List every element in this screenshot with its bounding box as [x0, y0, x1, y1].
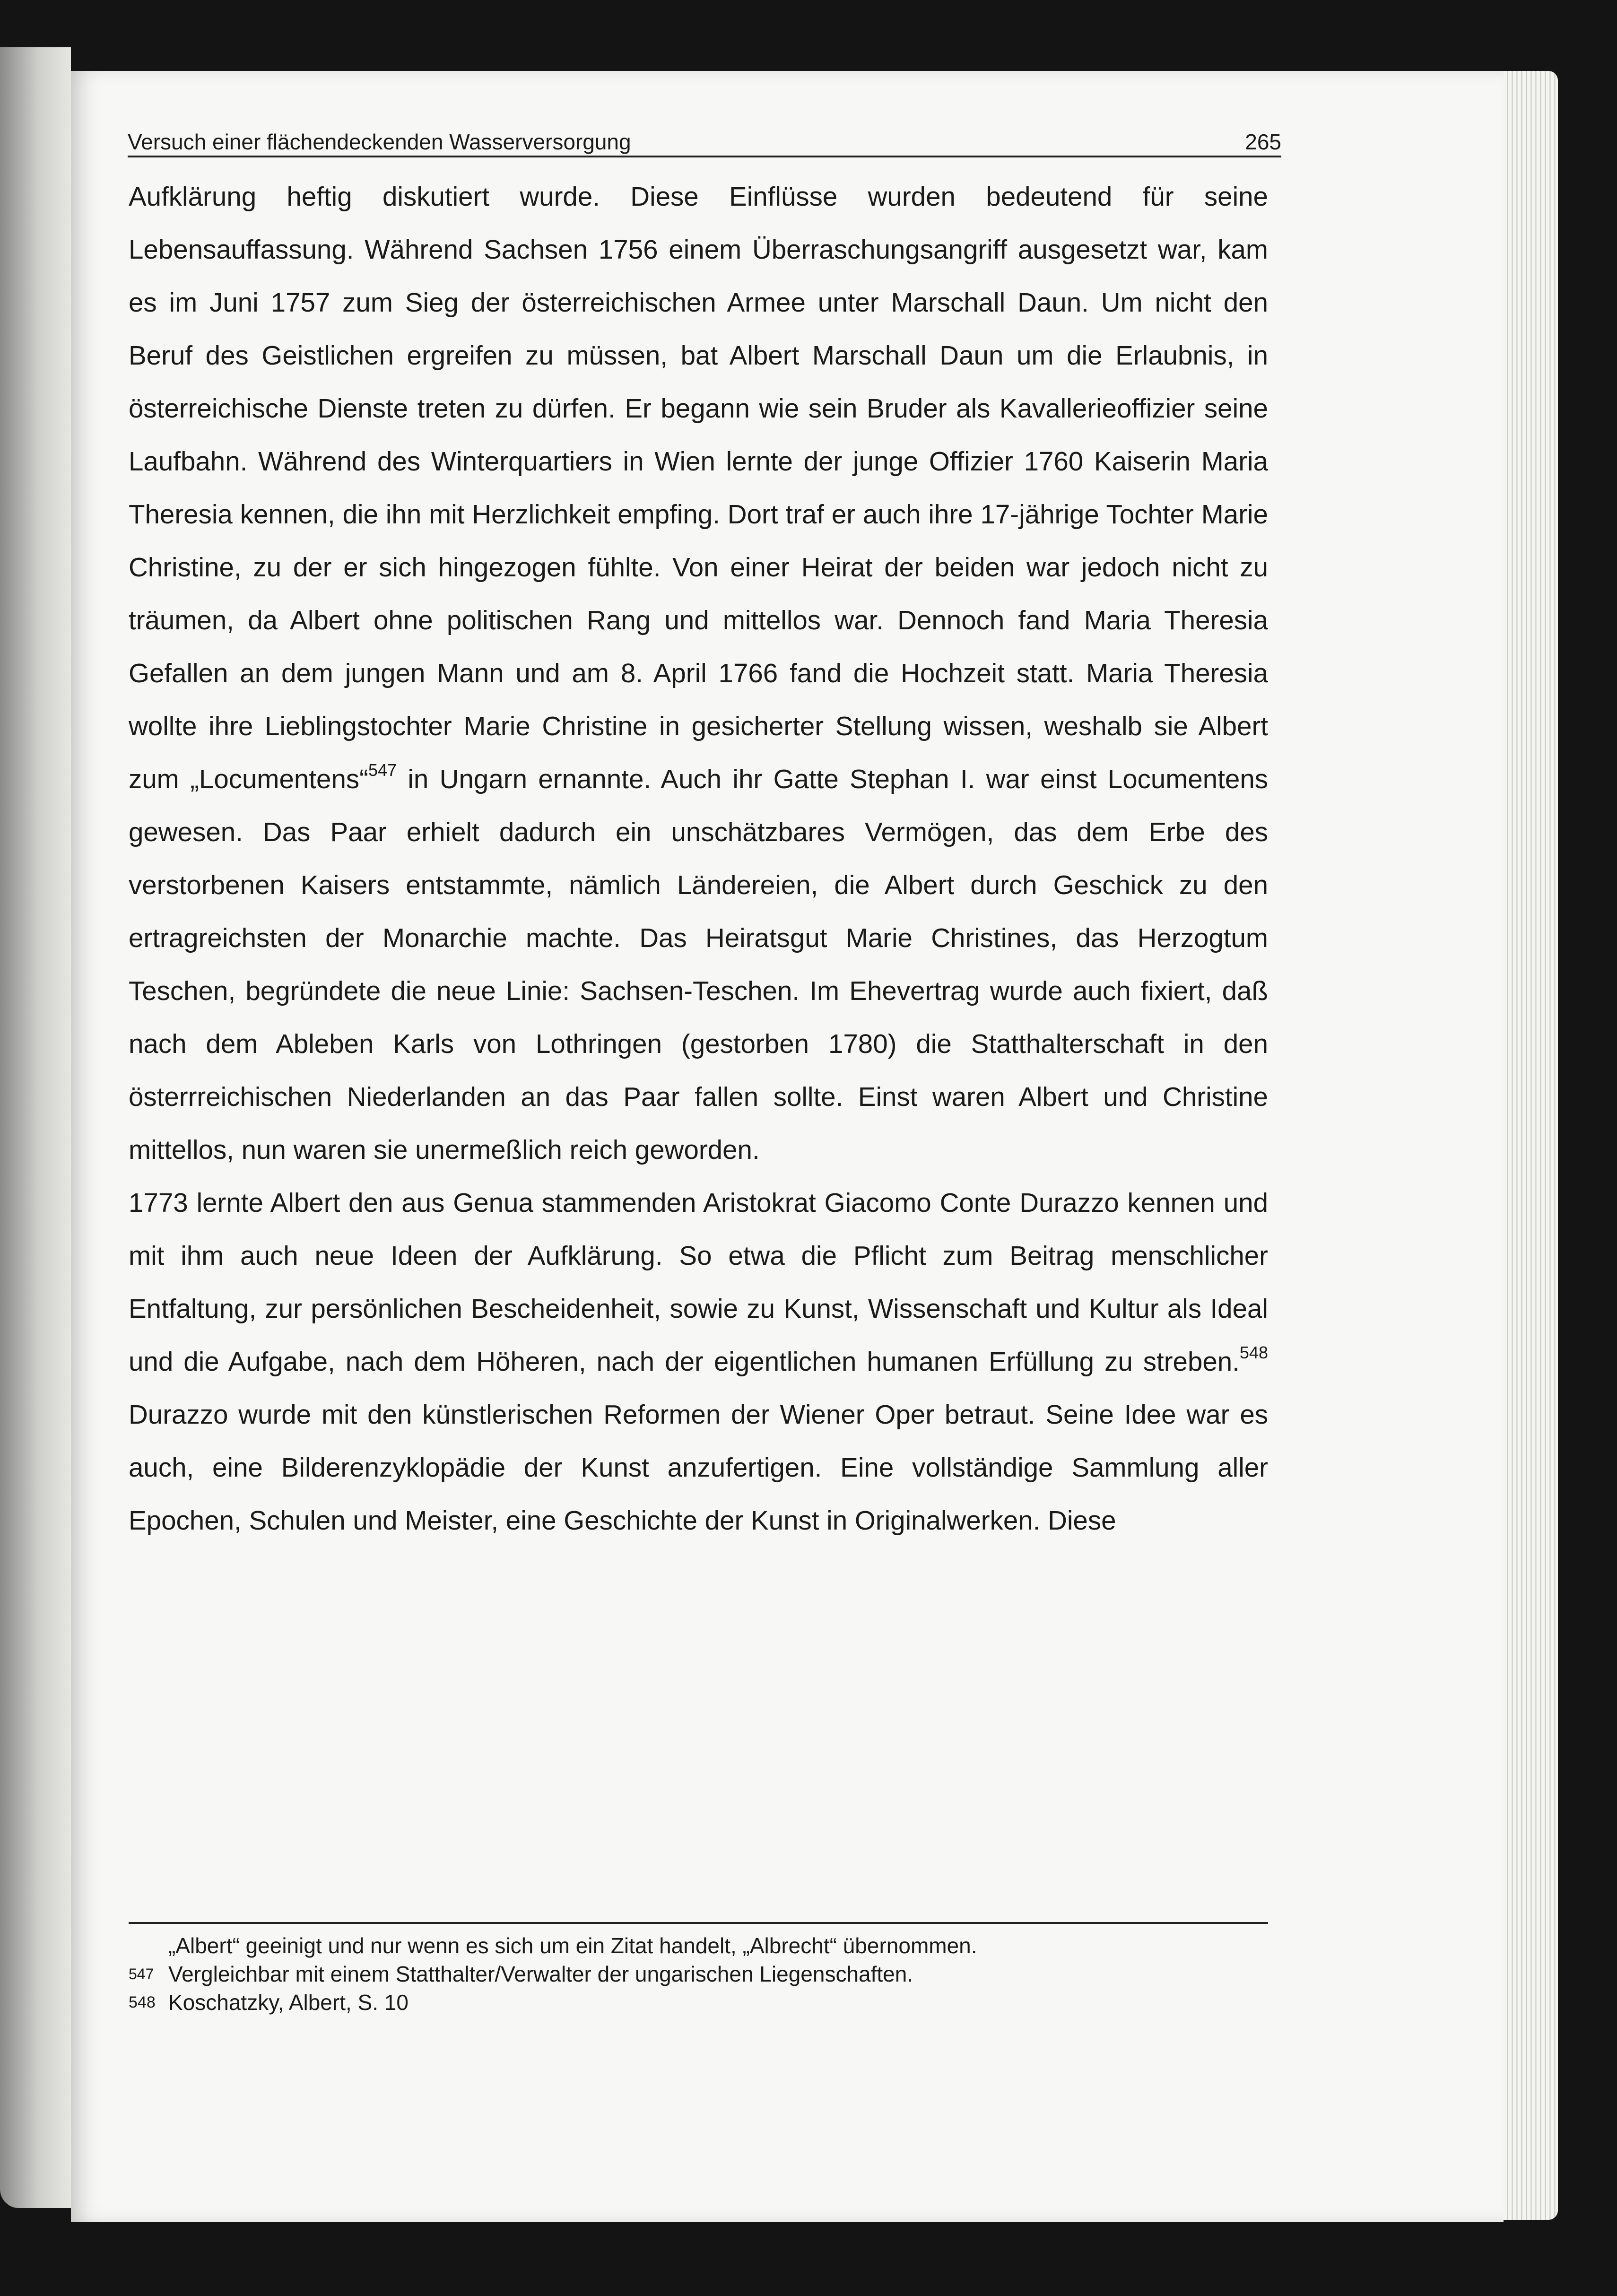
footnote-ref-547: 547	[368, 760, 397, 780]
footnote-text: Koschatzky, Albert, S. 10	[168, 1990, 409, 2015]
left-page-edge	[0, 47, 71, 2208]
footnote	[129, 1988, 1268, 2017]
body-text	[129, 170, 1268, 1547]
footnote-continuation	[129, 1931, 1268, 1960]
running-header	[128, 125, 1281, 157]
paragraph-2	[129, 1176, 1268, 1547]
paragraph-2-text-b: Durazzo wurde mit den künstlerischen Reformen der Wiener Oper betraut. Seine Idee war es auch, eine Bilderenzyklopädie der Kunst anzufertigen. Eine vollständige Sammlung aller Epochen, Schulen und Meister, eine Geschichte der Kunst in Originalwerken. Diese	[129, 1400, 1268, 1535]
paragraph-1-text-a: Aufklärung heftig diskutiert wurde. Diese Einflüsse wurden bedeutend für seine Lebensauffassung. Während Sachsen 1756 einem Überraschungsangriff ausgesetzt war, kam es im Juni 1757 zum Sieg der österreichischen Armee unter Marschall Daun. Um nicht den Beruf des Geistlichen ergreifen zu müssen, bat Albert Marschall Daun um die Erlaubnis, in österreichische Dienste treten zu dürfen. Er begann wie sein Bruder als Kavallerieoffizier seine Laufbahn. Während des Winterquartiers in Wien lernte der junge Offizier 1760 Kaiserin Maria Theresia kennen, die ihn mit Herzlichkeit empfing. Dort traf er auch ihre 17-jährige Tochter Marie Christine, zu der er sich hingezogen fühlte. Von einer Heirat der beiden war jedoch nicht zu träumen, da Albert ohne politischen Rang und mittellos war. Dennoch fand Maria Theresia Gefallen an dem jungen Mann und am 8. April 1766 fand die Hochzeit statt. Maria Theresia wollte ihre Lieblingstochter Marie Christine in gesicherter Stellung wissen, weshalb sie Albert zum „Locumentens“	[129, 182, 1268, 794]
page-number: 265	[1245, 130, 1281, 154]
footnote-rule	[129, 1922, 1268, 1924]
footnote-continuation-text: „Albert“ geeinigt und nur wenn es sich um ein Zitat handelt, „Albrecht“ übernommen.	[168, 1933, 977, 1958]
paragraph-1-text-b: in Ungarn ernannte. Auch ihr Gatte Stephan I. war einst Locumentens gewesen. Das Paar erhielt dadurch ein unschätzbares Vermögen, das dem Erbe des verstorbenen Kaisers entstammte, nämlich Ländereien, die Albert durch Geschick zu den ertragreichsten der Monarchie machte. Das Heiratsgut Marie Christines, das Herzogtum Teschen, begründete die neue Linie: Sachsen-Teschen. Im Ehevertrag wurde auch fixiert, daß nach dem Ableben Karls von Lothringen (gestorben 1780) die Statthalterschaft in den österrreichischen Niederlanden an das Paar fallen sollte. Einst waren Albert und Christine mittellos, nun waren sie unermeßlich reich geworden.	[129, 764, 1268, 1165]
paragraph-1	[129, 170, 1268, 1176]
footnote-ref-548: 548	[1239, 1343, 1268, 1363]
footnote	[129, 1960, 1268, 1988]
footnotes	[129, 1931, 1268, 2017]
paragraph-2-text-a: 1773 lernte Albert den aus Genua stammenden Aristokrat Giacomo Conte Durazzo kennen und mit ihm auch neue Ideen der Aufklärung. So etwa die Pflicht zum Beitrag menschlicher Entfaltung, zur persönlichen Bescheidenheit, sowie zu Kunst, Wissenschaft und Kultur als Ideal und die Aufgabe, nach dem Höheren, nach der eigentlichen humanen Erfüllung zu streben.	[129, 1188, 1268, 1376]
footnote-number: 548	[129, 1993, 156, 2011]
footnote-number: 547	[129, 1966, 154, 1983]
footnote-text: Vergleichbar mit einem Statthalter/Verwalter der ungarischen Liegenschaften.	[168, 1962, 913, 1986]
running-title: Versuch einer flächendeckenden Wasserversorgung	[128, 130, 631, 154]
